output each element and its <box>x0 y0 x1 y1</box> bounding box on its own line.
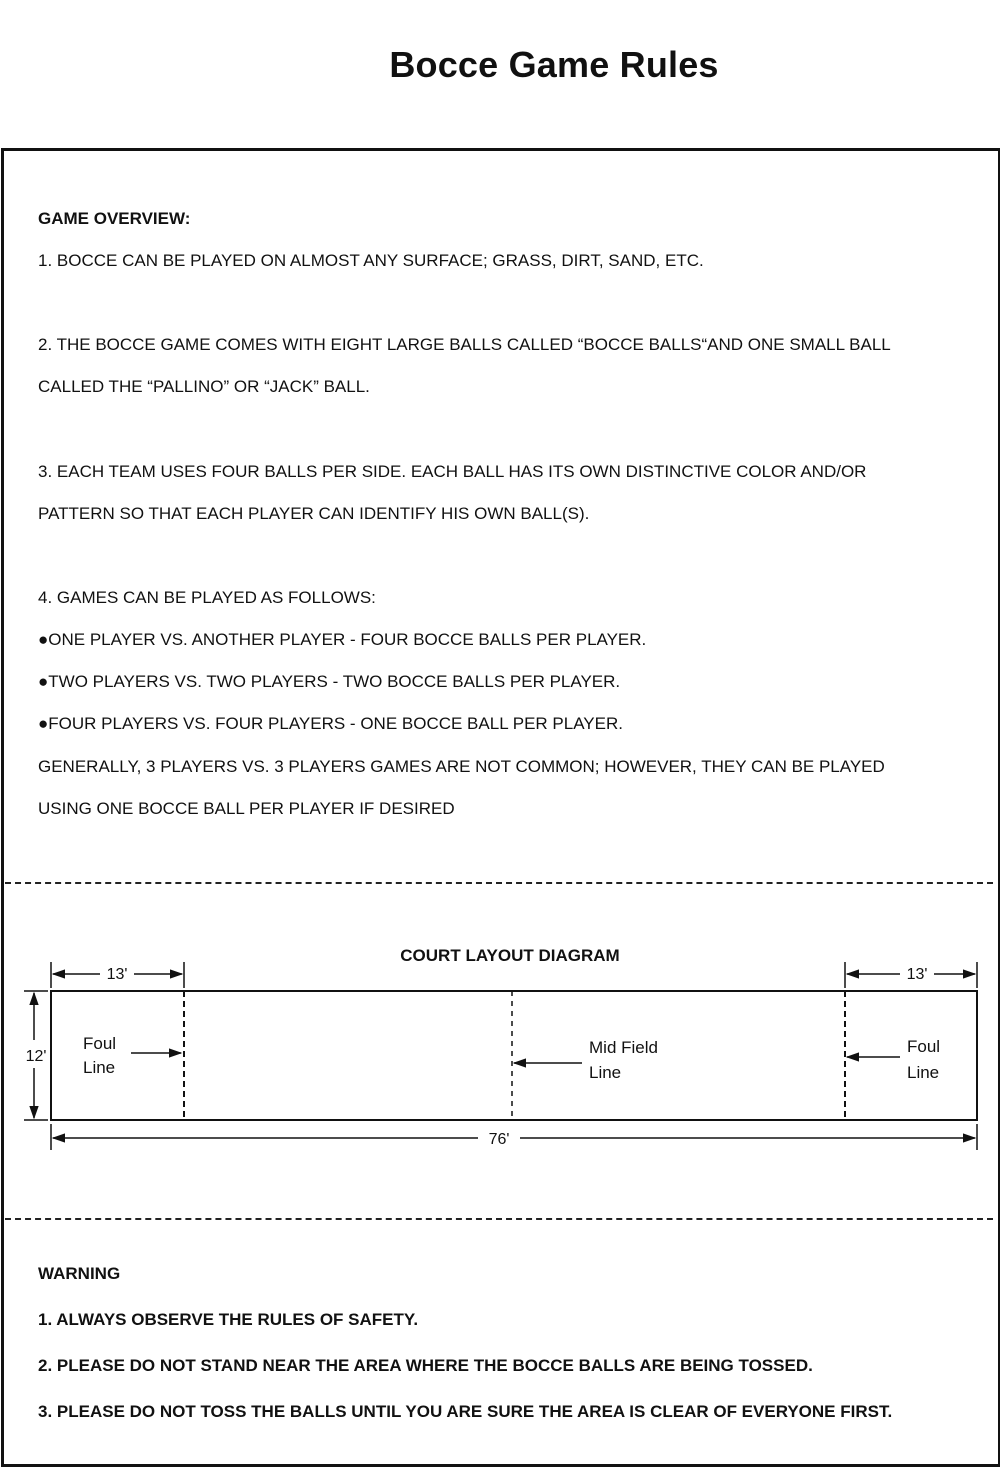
length-dim-label: 76' <box>488 1131 510 1148</box>
warning-item-3: 3. PLEASE DO NOT TOSS THE BALLS UNTIL YOU ARE SURE THE AREA IS CLEAR OF EVERYONE FIRST. <box>38 1402 893 1421</box>
overview-heading: GAME OVERVIEW: <box>38 209 191 228</box>
right-dim-label: 13' <box>906 966 928 983</box>
diagram-title: COURT LAYOUT DIAGRAM <box>400 946 620 965</box>
rule-2-line-2: CALLED THE “PALLINO” OR “JACK” BALL. <box>38 377 370 396</box>
foul-right-label-2: Line <box>907 1063 940 1082</box>
court-layout-diagram <box>0 930 1000 1160</box>
bullet-1: ●ONE PLAYER VS. ANOTHER PLAYER - FOUR BOCCE BALLS PER PLAYER. <box>38 630 647 649</box>
rule-2-line-1: 2. THE BOCCE GAME COMES WITH EIGHT LARGE BALLS CALLED “BOCCE BALLS“AND ONE SMALL BALL <box>38 335 891 354</box>
warning-heading: WARNING <box>38 1264 121 1283</box>
section-divider-bottom <box>5 1218 993 1220</box>
note-line-2: USING ONE BOCCE BALL PER PLAYER IF DESIRED <box>38 799 455 818</box>
rule-1: 1. BOCCE CAN BE PLAYED ON ALMOST ANY SURFACE; GRASS, DIRT, SAND, ETC. <box>38 251 704 270</box>
width-dim-label: 12' <box>25 1048 47 1065</box>
rule-3-line-2: PATTERN SO THAT EACH PLAYER CAN IDENTIFY HIS OWN BALL(S). <box>38 504 590 523</box>
rule-4: 4. GAMES CAN BE PLAYED AS FOLLOWS: <box>38 588 376 607</box>
note-line-1: GENERALLY, 3 PLAYERS VS. 3 PLAYERS GAMES ARE NOT COMMON; HOWEVER, THEY CAN BE PLAYED <box>38 757 885 776</box>
bullet-2: ●TWO PLAYERS VS. TWO PLAYERS - TWO BOCCE BALLS PER PLAYER. <box>38 672 621 691</box>
mid-field-label-1: Mid Field <box>589 1038 658 1057</box>
left-dim-label: 13' <box>106 966 128 983</box>
court-outline <box>51 991 977 1120</box>
foul-left-label-2: Line <box>83 1058 116 1077</box>
bullet-3: ●FOUR PLAYERS VS. FOUR PLAYERS - ONE BOCCE BALL PER PLAYER. <box>38 714 623 733</box>
warning-item-2: 2. PLEASE DO NOT STAND NEAR THE AREA WHERE THE BOCCE BALLS ARE BEING TOSSED. <box>38 1356 813 1375</box>
foul-left-label-1: Foul <box>83 1034 117 1053</box>
section-divider-top <box>5 882 993 884</box>
mid-field-label-2: Line <box>589 1063 622 1082</box>
rule-3-line-1: 3. EACH TEAM USES FOUR BALLS PER SIDE. EACH BALL HAS ITS OWN DISTINCTIVE COLOR AND/OR <box>38 462 867 481</box>
foul-right-label-1: Foul <box>907 1037 941 1056</box>
page-title: Bocce Game Rules <box>389 44 719 85</box>
warning-item-1: 1. ALWAYS OBSERVE THE RULES OF SAFETY. <box>38 1310 419 1329</box>
